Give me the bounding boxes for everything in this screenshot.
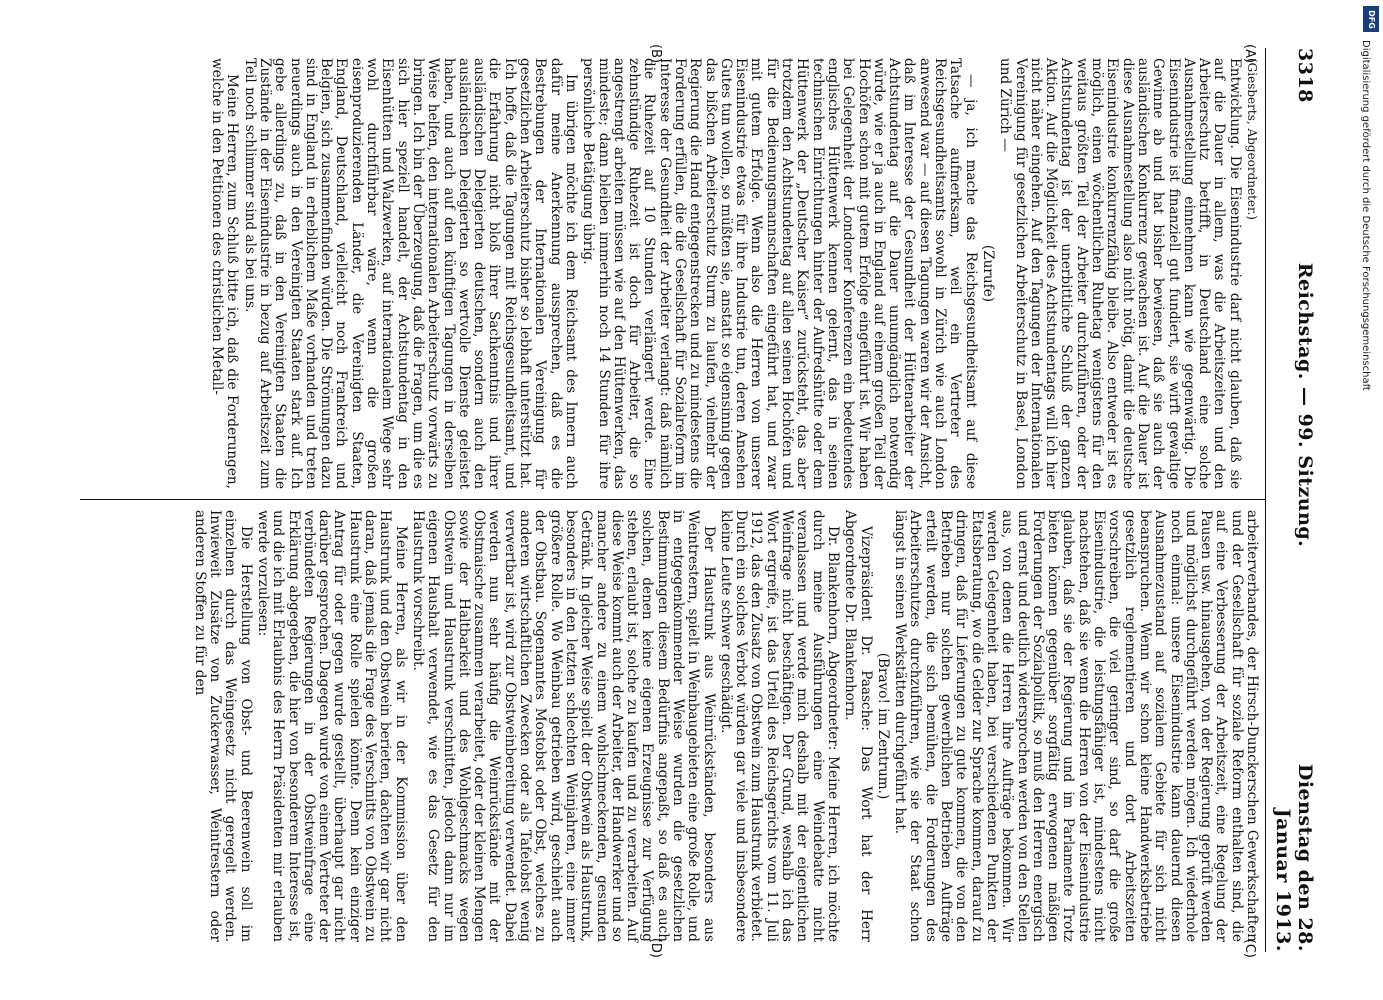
left-column — [80, 48, 1265, 500]
interjection: (Bravo! im Zentrum.) — [874, 652, 891, 800]
quotation: Die Herstellung von Obst- und Beerenwein soll im einzelnen durch das Weingesetz nicht geregelt werden. Inwieweit Zusätze von Zuckerwasser, Weintrestern oder anderen Stoffen zu für den — [191, 510, 254, 942]
digitization-credit: Digitalisierung gefördert durch die Deutsche Forschungsgemeinschaft — [1360, 40, 1371, 391]
interjection: (Zurufe) — [979, 244, 996, 303]
paragraph: Dr. Blankenhorn, Abgeordneter: Meine Herren, ich möchte durch meine Ausführungen eine Weindebatte nicht veranlassen und werde mich deshalb mit der eigentlichen Weinfrage nicht beschäftigen. Der Grund, weshalb ich das Wort ergreife, ist das Urteil des Reichsgerichts vom 11. Juli 1912, das den Zusatz von Obstwein zum Haustrunk verbietet. Durch ein solches Verbot würden gar viele und insbesondere kleine Leute schwer geschädigt. — [717, 510, 841, 942]
text-columns — [80, 44, 1265, 958]
paragraph: Im übrigen möchte ich dem Reichsamt des Innern auch dafür meine Anerkennung aussprechen, daß es die Bestrebungen der Internationalen Vereinigung für gesetzlichen Arbeiterschutz bisher so lebhaft unterstützt hat. Ich hoffe, daß die Tagungen mit Reichsgesundheitsamt, und die Erfahrung nicht bloß ihrer Sachkenntnis und ihrer ausländischen Delegierten deutschen, sondern auch den ausländischen Delegierten so wertvolle Dienste geleistet haben, und auch auf den künftigen Tagungen in derselben Weise helfen, den internationalen Arbeiterschutz vorwärts zu bringen. Ich bin der Überzeugung, daß die Fragen, um die es sich hier speziell handelt, der Achtstundentag in den Eisenhütten und Walzwerken, auf internationalem Wege sehr wohl durchführbar wäre, wenn die großen eisenproduzierenden Länder, die Vereinigten Staaten, England, Deutschland, vielleicht noch Frankreich und Belgien, sich zusammenfinden würden. Die Strömungen dazu sind in England in erheblichem Maße vorhanden und treten neuerdings auch in den Vereinigten Staaten stark auf. Ich gebe allerdings zu, daß in den Vereinigten Staaten die Zustände in der Eisenindustrie in bezug auf Arbeitszeit zum Teil noch schlimmer sind als bei uns. — [241, 58, 579, 489]
paragraph: Meine Herren, als wir in der Kommission über den Haustrunk und den Obstwein berieten, dachten wir gar nicht daran, daß jemals die Frage des Verschnitts von Obstwein zu Haustrunk eine Rolle spielen könnte. Denn kein einziger Antrag für oder gegen wurde gestellt, überhaupt gar nicht darüber gesprochen. Dagegen wurde von einem Vertreter der verbündeten Regierungen in der Obstweinfrage eine Erklärung abgegeben, die hier von besonderem Interesse ist, und die ich mit Erlaubnis des Herrn Präsidenten mir erlauben werde vorzulesen: — [255, 510, 409, 942]
margin-marker-a: (A) — [1242, 44, 1257, 64]
paragraph: — ja, ich mache das Reichsgesundheitsamt auf diese Tatsache aufmerksam, weil ein Vertreter des Reichsgesundheitsamts sowohl in Zürich wie auch London anwesend war — auf diesen Tagungen waren wir der Ansicht, daß im Interesse der Gesundheit der Hüttenarbeiter der Achtstundentag auf die Dauer unumgänglich notwendig würde, wie er ja auch in England auf einem großen Teil der Hochöfen schon mit gutem Erfolge eingeführt ist. Wir haben bei Gelegenheit der Londoner Konferenzen ein bedeutendes englisches Hüttenwerk kennen gelernt, das in seinen technischen Einrichtungen hinter der Aufredshütte oder dem Hüttenwerk der „Deutscher Kaiser“ zurücksteht, das aber trotzdem den Achtstundentag auf allen seinen Hochöfen und für die Bedienungsmannschaften eingeführt hat, und zwar mit gutem Erfolge. Wenn also die Herren von unserer Eisenindustrie etwas für ihre Industrie tun, deren Ansehen Gutes tun wollen, so müßten sie, anstatt so eigensinnig gegen das bißchen Arbeiterschutz Sturm zu laufen, vielmehr der Regierung die Hand entgegenstrecken und zu mindestens die Forderung erfüllen, die die Gesellschaft für Sozialreform im Interesse der Gesundheit der Arbeiter verlangt: daß nämlich die Ruhezeit auf 10 Stunden verlängert werde. Eine zehnstündige Ruhezeit ist doch für Arbeiter, die so angestrengt arbeiten müssen wie auf den Hüttenwerken, das mindeste; dann bleiben immerhin noch 14 Stunden für ihre persönliche Betätigung übrig. — [580, 58, 979, 489]
speaker-announcement: Vizepräsident Dr. Paasche: Das Wort hat der Herr Abgeordnete Dr. Blankenhorn. — [842, 510, 874, 942]
paragraph: arbeiterverbandes, der Hirsch-Dunckerschen Gewerkschaften und der Gesellschaft für soziale Reform enthalten sind, die auf eine Verbesserung der Arbeitszeit, eine Regelung der Pausen usw. hinausgehen, von der Regierung geprüft werden und möglichst durchgeführt werden mögen. Ich wiederhole noch einmal: unsere Eisenindustrie kann dauernd diesen Ausnahmezustand auf sozialem Gebiete für sich nicht beanspruchen. Wenn wir schon kleine Handwerksbetriebe gesetzlich reglementieren und dort Arbeitszeiten vorschreiben, die viel geringer sind, so darf die große Eisenindustrie, die leistungsfähiger ist, mindestens nicht nachstehen, daß sie wenn die Herren von der Eisenindustrie glauben, daß sie der Regierung und im Parlamente Trotz bieten können gegenüber sorgfältig erwogenen mäßigen Forderungen der Sozialpolitik, so muß den Herren energisch und ernst und deutlich widersprochen werden von den Stellen aus, von denen die Herren ihre Aufträge bekommen. Wir werden Gelegenheit haben, bei verschiedenen Punkten der Etatsberatung, wo die Gelder zur Sprache kommen, darauf zu dringen, daß für Lieferungen zu gute kommen, die von den Betrieben nur solchen gewerblichen Betrieben Aufträge erteilt werden, die sich bemühen, die Forderungen des Arbeiterschutzes durchzuführen, wie sie der Staat schon längst in seinen Werkstätten durchgeführt hat. — [892, 510, 1260, 942]
paragraph: Der Haustrunk aus Weinrückständen, besonders aus Weintrestern, spielt in Weinbaugebieten eine große Rolle, und in entgegenkommender Weise wurden die gesetzlichen Bestimmungen diesem Bedürfnis angepaßt, so daß es auch solchen, denen keine eigenen Erzeugnisse zur Verfügung stehen, erlaubt ist, solche zu kaufen und zu verarbeiten. Auf diese Weise kommt auch der Arbeiter, der Handwerker und so mancher andere zu einem wohlschmeckenden, gesunden Getränk. In gleicher Weise spielt der Obstwein als Haustrunk, besonders in den letzten schlechten Weinjahren, eine immer größere Rolle. Wo Weinbau getrieben wird, geschieht auch der Obstbau. Sogenanntes Mostobst oder Obst, welches zu anderen wirtschaftlichen Zwecken oder als Tafelobst wenig verwertbar ist, wird zur Obstweinbereitung verwendet. Dabei werden nun sehr häufig die Weinrückstände mit der Obstmaische zusammen verarbeitet, oder der kleinen Mengen sowie der Haltbarkeit und des Wohlgeschmacks wegen Obstwein und Haustrunk verschnitten, jedoch dann nur im eigenen Haushalt verwendet, wie es das Gesetz für den Haustrunk vorschreibt. — [409, 510, 717, 942]
speaker-tag: (Giesberts, Abgeordneter.) — [1245, 58, 1259, 220]
session-title: Reichstag. — 99. Sitzung. — [1294, 262, 1316, 548]
session-date: Dienstag den 28. Januar 1913. — [1272, 763, 1316, 952]
margin-marker-b: (B) — [648, 44, 663, 64]
margin-marker-c: (C) — [1242, 938, 1257, 958]
paragraph: Entwicklung. Die Eisenindustrie darf nicht glauben, daß sie auf die Dauer in allem, was die Arbeitszeiten und den Arbeiterschutz betrifft, in Deutschland eine solche Ausnahmestellung einnehmen kann wie gegenwärtig. Die Eisenindustrie ist finanziell gut fundiert, sie wirft gewaltige Gewinne ab und hat bisher bewiesen, daß sie auch der ausländischen Konkurrenz gewachsen ist. Auf die Dauer ist diese Ausnahmestellung also nicht nötig, damit die deutsche Eisenindustrie konkurrenzfähig bleibe. Also entweder ist es möglich, einen wöchentlichen Ruhetag wenigstens für den weitaus größten Teil der Arbeiter durchzuführen, oder der Achtstundentag ist der unerbittliche Schluß der ganzen Aktion. Auf die Möglichkeit des Achtstundentags will ich hier nicht näher eingehen. Auf den Tagungen der Internationalen Vereinigung für gesetzlichen Arbeiterschutz in Basel, London und Zürich — — [997, 58, 1243, 489]
right-column — [80, 500, 1265, 952]
margin-marker-d: (D) — [648, 937, 663, 958]
dfg-logo: DFG — [1363, 6, 1379, 32]
page-header — [1265, 48, 1316, 952]
page-number: 3318 — [1294, 48, 1316, 103]
newspaper-page — [70, 30, 1330, 970]
paragraph: Meine Herren, zum Schluß bitte ich, daß die Forderungen, welche in den Petitionen des christlichen Metall- — [209, 58, 241, 489]
